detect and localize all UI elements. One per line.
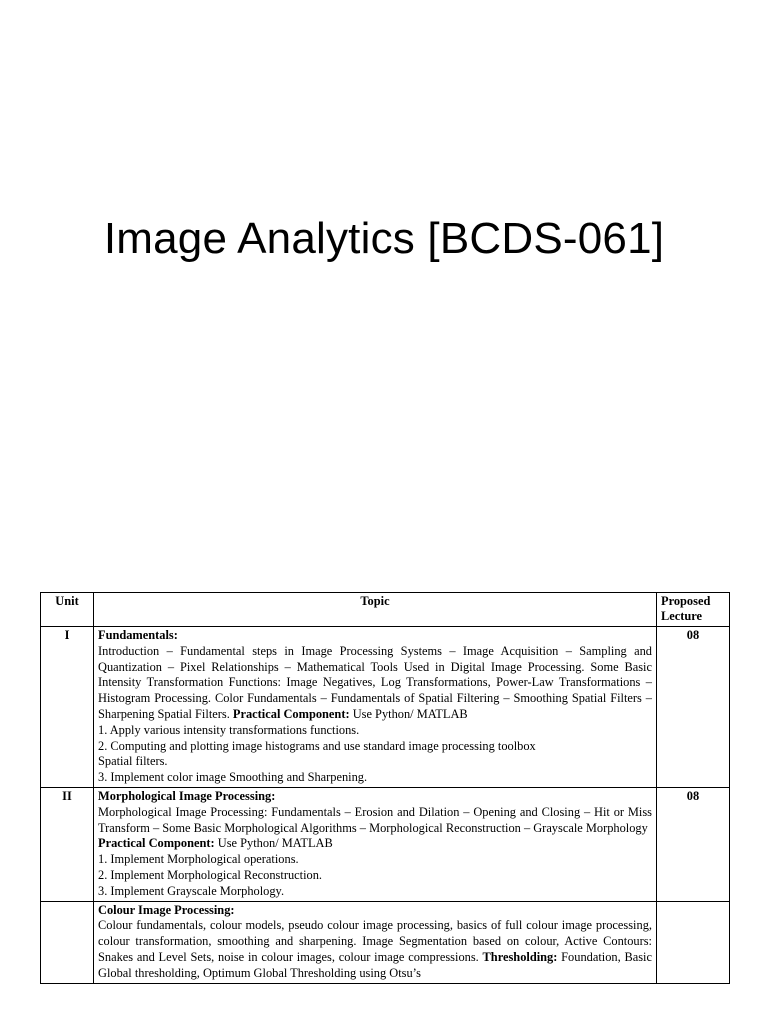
practical-label: Practical Component:	[98, 836, 215, 851]
topic-cell	[94, 787, 657, 901]
practical-text: Use Python/ MATLAB	[352, 706, 468, 721]
topic-body: Colour fundamentals, colour models, pseudo colour image processing, basics of full colour image processing, colour transformation, smoothing and sharpening. Image Segmentation based on colour, Active Contours: Snakes and Level Sets, noise in colour images, colour image compressions.	[98, 918, 652, 964]
topic-cell	[94, 901, 657, 983]
page-title: Image Analytics [BCDS-061]	[103, 214, 665, 263]
topic-cell	[94, 627, 657, 788]
practical-text: Use Python/ MATLAB	[217, 836, 333, 851]
list-item: 3. Implement color image Smoothing and Sharpening.	[98, 770, 368, 785]
topic-body: Morphological Image Processing: Fundamentals – Erosion and Dilation – Opening and Closing – Hit or Miss Transform – Some Basic Morphological Algorithms – Morphological Reconstruction – Grayscale Morphology	[98, 804, 652, 835]
lecture-cell: 08	[657, 787, 730, 901]
header-topic: Topic	[94, 593, 657, 627]
topic-heading: Fundamentals:	[98, 628, 178, 642]
table-row	[41, 787, 730, 901]
list-item: 1. Implement Morphological operations.	[98, 852, 299, 867]
list-item: 2. Implement Morphological Reconstruction.	[98, 867, 323, 882]
table-header-row	[41, 593, 730, 627]
topic-heading: Morphological Image Processing:	[98, 788, 276, 803]
header-proposed-lecture: Proposed Lecture	[657, 593, 730, 627]
table-row	[41, 627, 730, 788]
list-item: Spatial filters.	[98, 754, 168, 769]
header-unit: Unit	[41, 593, 94, 627]
unit-cell: II	[41, 787, 94, 901]
list-item: 3. Implement Grayscale Morphology.	[98, 883, 285, 898]
syllabus-table	[40, 592, 730, 984]
list-item: 1. Apply various intensity transformations functions.	[98, 722, 360, 737]
lecture-cell: 08	[657, 627, 730, 788]
table-row	[41, 901, 730, 983]
thresholding-label: Thresholding:	[482, 949, 558, 964]
topic-heading: Colour Image Processing:	[98, 902, 235, 917]
unit-cell	[41, 901, 94, 983]
thresholding-text: Foundation, Basic Global thresholding, Optimum Global Thresholding using Otsu’s	[98, 949, 652, 980]
lecture-cell	[657, 901, 730, 983]
unit-cell: I	[41, 627, 94, 788]
practical-label: Practical Component:	[232, 706, 350, 721]
topic-body: Introduction – Fundamental steps in Image Processing Systems – Image Acquisition – Sampling and Quantization – Pixel Relationships – Mathematical Tools Used in Digital Image Processing. Some Basic Intensity Transformation Functions: Image Negatives, Log Transformations, Power-Law Transformations – Histogram Processing. Color Fundamentals – Fundamentals of Spatial Filtering – Smoothing Spatial Filters – Sharpening Spatial Filters.	[98, 643, 652, 721]
list-item: 2. Computing and plotting image histograms and use standard image processing toolbox	[98, 738, 536, 753]
